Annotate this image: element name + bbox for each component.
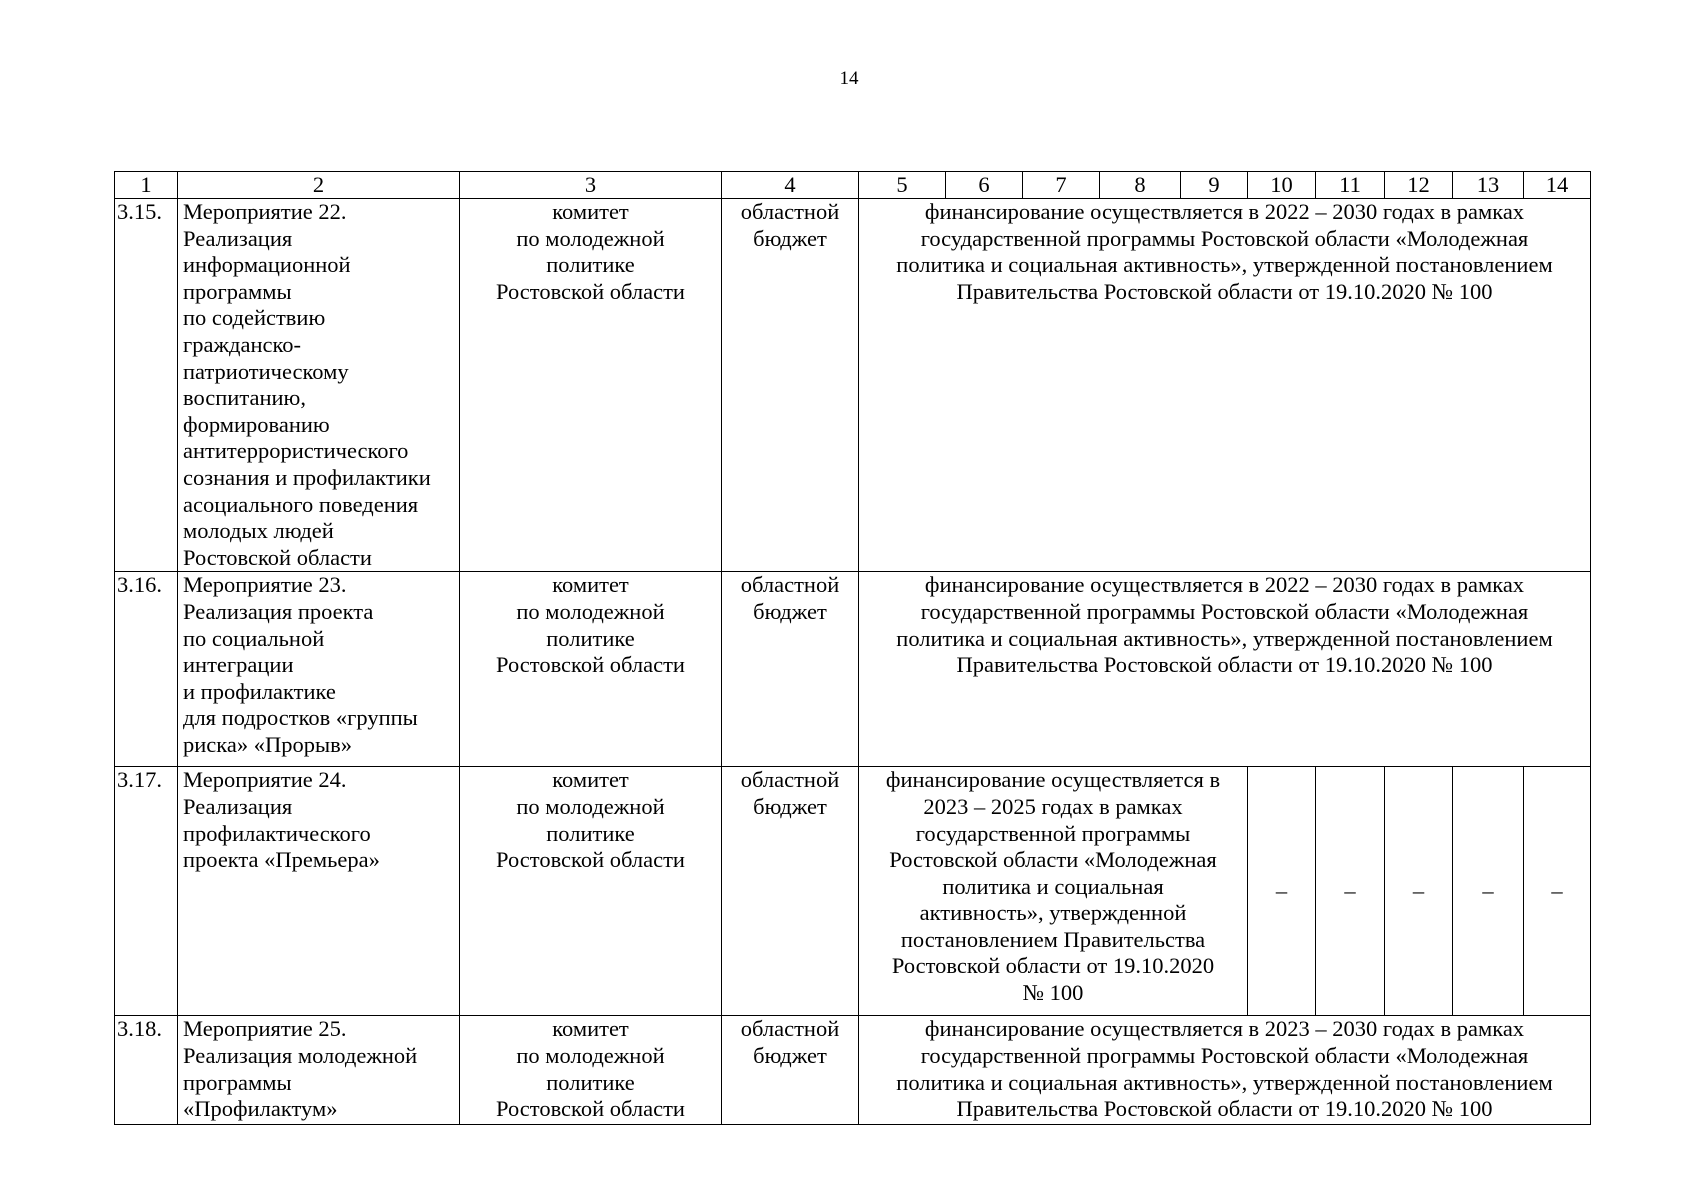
row-number: 3.15. — [115, 199, 178, 572]
executor: комитет по молодежной политике Ростовской области — [460, 199, 722, 572]
column-number: 2 — [178, 172, 460, 199]
column-number: 9 — [1181, 172, 1248, 199]
funding-source: областной бюджет — [722, 1016, 859, 1125]
column-number-row — [115, 172, 1591, 199]
funding-source: областной бюджет — [722, 767, 859, 1016]
executor: комитет по молодежной политике Ростовской области — [460, 1016, 722, 1125]
column-number: 1 — [115, 172, 178, 199]
funding-source: областной бюджет — [722, 199, 859, 572]
column-number: 11 — [1316, 172, 1385, 199]
column-number: 5 — [859, 172, 946, 199]
row-number: 3.18. — [115, 1016, 178, 1125]
financing-note: финансирование осуществляется в 2023 – 2030 годах в рамках государственной программы Ростовской области «Молодежная политика и социальная активность», утвержденной постановлением Правительства Ростовской области от 19.10.2020 № 100 — [859, 1016, 1591, 1125]
table-row — [115, 199, 1591, 572]
financing-note: финансирование осуществляется в 2023 – 2025 годах в рамках государственной программы Ростовской области «Молодежная политика и социальная активность», утвержденной постановлением Правительства Ростовской области от 19.10.2020 № 100 — [859, 767, 1248, 1016]
financing-note: финансирование осуществляется в 2022 – 2030 годах в рамках государственной программы Ростовской области «Молодежная политика и социальная активность», утвержденной постановлением Правительства Ростовской области от 19.10.2020 № 100 — [859, 572, 1591, 767]
row-number: 3.17. — [115, 767, 178, 1016]
empty-value-dash: – — [1385, 767, 1453, 1016]
funding-source: областной бюджет — [722, 572, 859, 767]
measure-name: Мероприятие 23. Реализация проекта по социальной интеграции и профилактике для подростков «группы риска» «Прорыв» — [178, 572, 460, 767]
measure-name: Мероприятие 25. Реализация молодежной программы «Профилактум» — [178, 1016, 460, 1125]
table-row — [115, 572, 1591, 767]
column-number: 10 — [1248, 172, 1316, 199]
table-row — [115, 767, 1591, 1016]
table-row — [115, 1016, 1591, 1125]
column-number: 6 — [946, 172, 1023, 199]
measure-name: Мероприятие 22. Реализация информационной программы по содействию гражданско- патриотическому воспитанию, формированию антитеррористического сознания и профилактики асоциального поведения молодых людей Ростовской области — [178, 199, 460, 572]
column-number: 4 — [722, 172, 859, 199]
row-number: 3.16. — [115, 572, 178, 767]
empty-value-dash: – — [1316, 767, 1385, 1016]
column-number: 14 — [1524, 172, 1591, 199]
column-number: 12 — [1385, 172, 1453, 199]
column-number: 8 — [1100, 172, 1181, 199]
measures-table — [114, 171, 1591, 1125]
executor: комитет по молодежной политике Ростовской области — [460, 572, 722, 767]
empty-value-dash: – — [1248, 767, 1316, 1016]
empty-value-dash: – — [1524, 767, 1591, 1016]
empty-value-dash: – — [1453, 767, 1524, 1016]
measure-name: Мероприятие 24. Реализация профилактического проекта «Премьера» — [178, 767, 460, 1016]
column-number: 7 — [1023, 172, 1100, 199]
column-number: 3 — [460, 172, 722, 199]
page-number: 14 — [839, 68, 859, 89]
financing-note: финансирование осуществляется в 2022 – 2030 годах в рамках государственной программы Ростовской области «Молодежная политика и социальная активность», утвержденной постановлением Правительства Ростовской области от 19.10.2020 № 100 — [859, 199, 1591, 572]
executor: комитет по молодежной политике Ростовской области — [460, 767, 722, 1016]
column-number: 13 — [1453, 172, 1524, 199]
